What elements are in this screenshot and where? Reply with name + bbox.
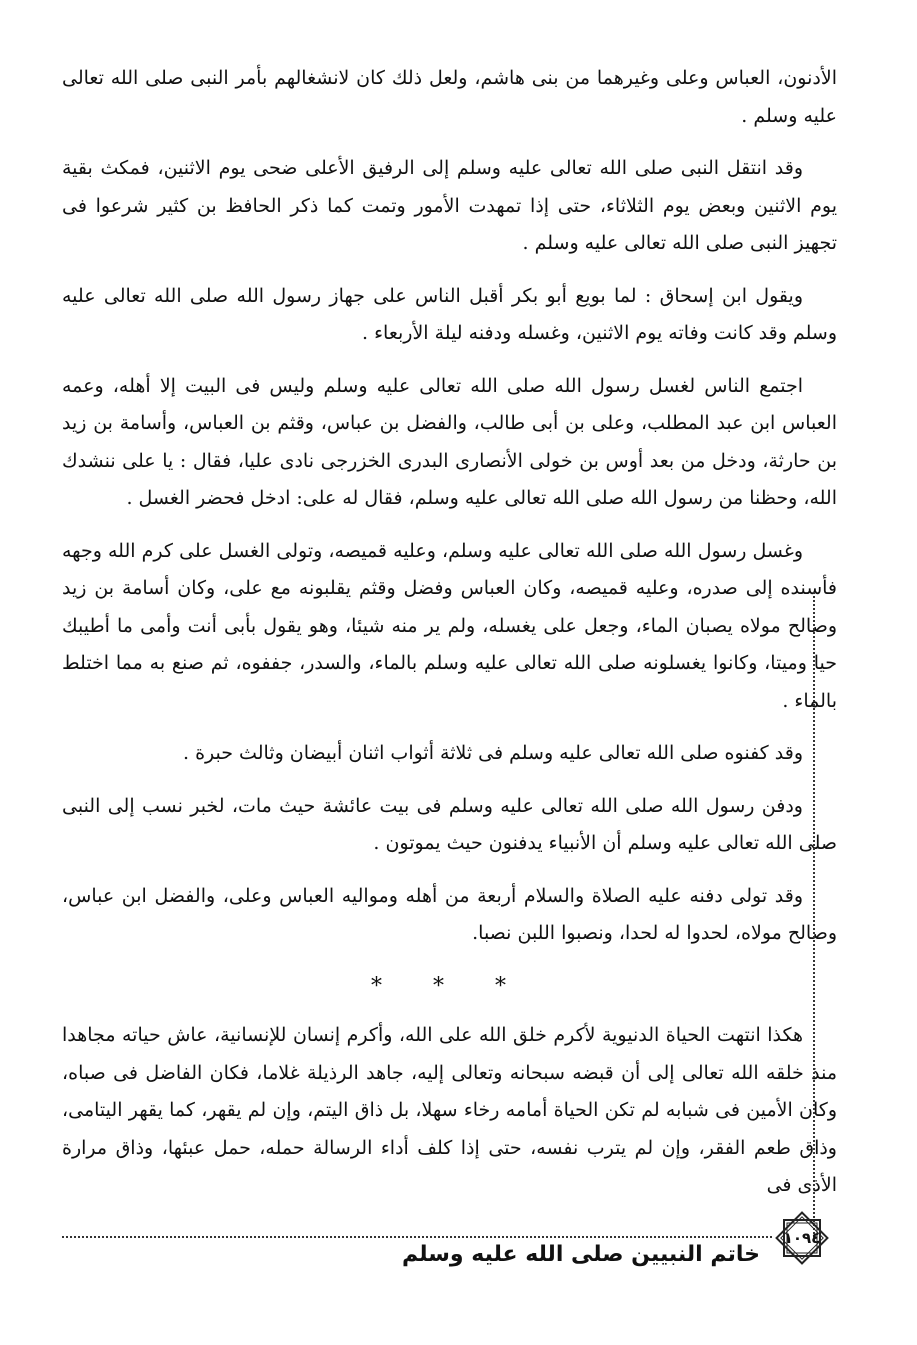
paragraph: وقد تولى دفنه عليه الصلاة والسلام أربعة من أهله ومواليه العباس وعلى، والفضل ابن عباس، وصالح مولاه، لحدوا له لحدا، ونصبوا اللبن نصبا.	[62, 884, 837, 944]
body-text	[62, 60, 837, 1220]
paragraph: ويقول ابن إسحاق : لما بويع أبو بكر أقبل الناس على جهاز رسول الله صلى الله تعالى عليه وسلم وقد كانت وفاته يوم الاثنين، وغسله ودفنه ليلة الأربعاء .	[62, 284, 837, 344]
paragraph: ودفن رسول الله صلى الله تعالى عليه وسلم فى بيت عائشة حيث مات، لخبر نسب إلى النبى صلى الله تعالى عليه وسلم أن الأنبياء يدفنون حيث يموتون .	[62, 794, 837, 854]
closing-paragraph: هكذا انتهت الحياة الدنيوية لأكرم خلق الله على الله، وأكرم إنسان للإنسانية، عاش حياته مجاهدا منذ خلقه الله تعالى إلى أن قبضه سبحانه وتعالى إليه، جاهد الرذيلة غلاما، فكان الفاضل فى صباه، وكان الأمين فى شبابه لم تكن الحياة أمامه رخاء سهلا، بل ذاق اليتم، وإن لم يقهر، كما يقهر اليتامى، وذاق طعم الفقر، وإن لم يترب نفسه، حتى إذا كلف أداء الرسالة حمله، حمل عبئها، وذاق مرارة الأذى فى	[62, 1024, 837, 1196]
paragraph: وقد انتقل النبى صلى الله تعالى عليه وسلم إلى الرفيق الأعلى ضحى يوم الاثنين، فمكث بقية يوم الاثنين وبعض يوم الثلاثاء، حتى إذا تمهدت الأمور وتمت كما ذكر الحافظ بن كثير شرعوا فى تجهيز النبى صلى الله تعالى عليه وسلم .	[62, 157, 837, 254]
running-footer-title: خاتم النبيين صلى الله عليه وسلم	[402, 1242, 760, 1267]
dotted-border-horizontal	[62, 1236, 772, 1238]
page-number: ١٠٩٤	[783, 1229, 821, 1247]
paragraph: وغسل رسول الله صلى الله تعالى عليه وسلم، وعليه قميصه، وتولى الغسل على كرم الله وجهه فأسنده إلى صدره، وعليه قميصه، وكان العباس وفضل وقثم يقلبونه مع على، وكان أسامة بن زيد وصالح مولاه يصبان الماء، وجعل على يغسله، ولم ير منه شيئا، وهو يقول بأبى أنت وأمى ما أطيبك حيا وميتا، وكانوا يغسلونه صلى الله تعالى عليه وسلم بالماء، والسدر، جففوه، ثم صنع به مما اختلط بالماء .	[62, 539, 837, 712]
dotted-border-vertical	[813, 592, 815, 1242]
paragraph: وقد كفنوه صلى الله تعالى عليه وسلم فى ثلاثة أثواب اثنان أبيضان وثالث حبرة .	[183, 742, 803, 764]
paragraph: اجتمع الناس لغسل رسول الله صلى الله تعالى عليه وسلم وليس فى البيت إلا أهله، وعمه العباس ابن عبد المطلب، وعلى بن أبى طالب، والفضل بن عباس، وقثم بن العباس، وأسامة بن زيد بن حارثة، ودخل من بعد أوس بن خولى الأنصارى البدرى الخزرجى نادى عليا، فقال : يا على ننشدك الله، وحظنا من رسول الله صلى الله تعالى عليه وسلم، فقال له على: ادخل فحضر الغسل .	[62, 374, 837, 509]
section-separator: * * *	[371, 973, 528, 999]
paragraph: الأدنون، العباس وعلى وغيرهما من بنى هاشم، ولعل ذلك كان لانشغالهم بأمر النبى صلى الله تعالى عليه وسلم .	[62, 67, 837, 127]
